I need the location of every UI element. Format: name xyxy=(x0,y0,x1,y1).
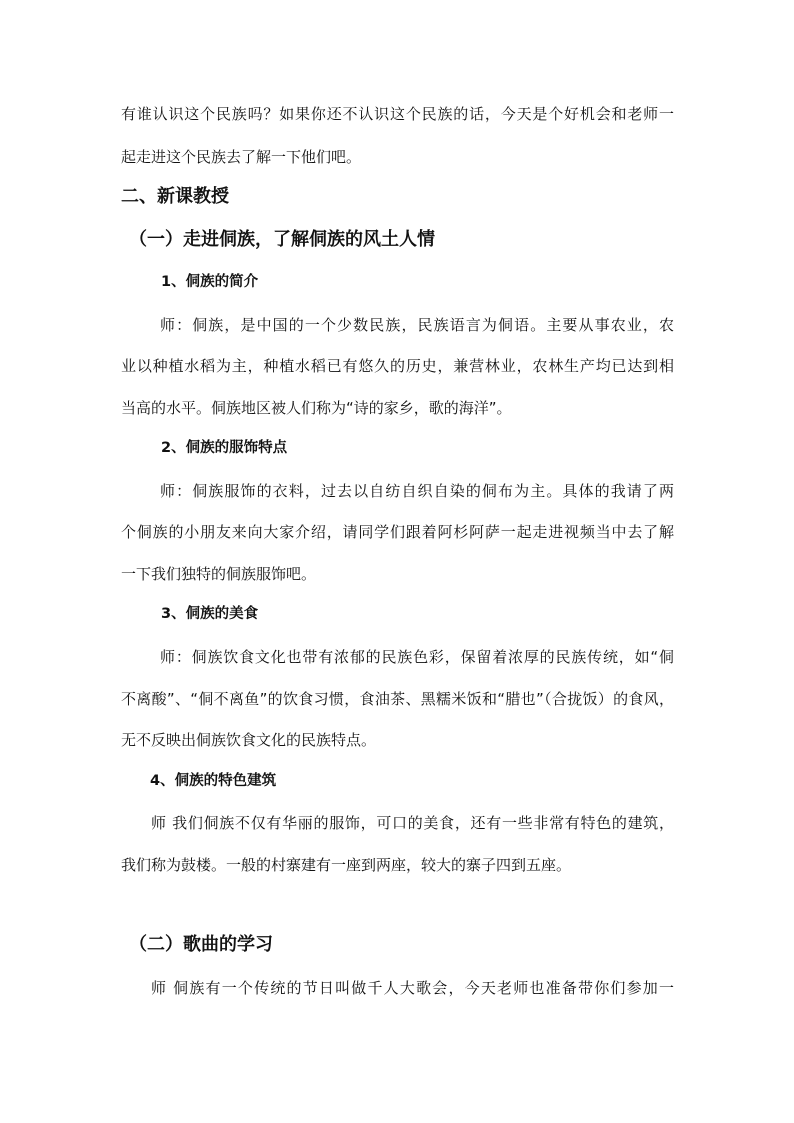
topic-heading: 3、侗族的美食 xyxy=(161,606,259,622)
paragraph-line: 师 我们侗族不仅有华丽的服饰，可口的美食，还有一些非常有特色的建筑， xyxy=(151,814,674,832)
paragraph-line: 师 侗族有一个传统的节日叫做千人大歌会，今天老师也准备带你们参加一 xyxy=(151,979,674,997)
paragraph-line: 我们称为鼓楼。一般的村寨建有一座到两座，较大的寨子四到五座。 xyxy=(121,856,572,874)
paragraph-line: 业以种植水稻为主，种植水稻已有悠久的历史，兼营林业，农林生产均已达到相 xyxy=(121,357,674,375)
paragraph-line: 起走进这个民族去了解一下他们吧。 xyxy=(121,148,362,166)
subsection-heading: （一）走进侗族，了解侗族的风土人情 xyxy=(129,229,435,250)
paragraph-line: 师：侗族，是中国的一个少数民族，民族语言为侗语。主要从事农业，农 xyxy=(160,316,674,334)
topic-heading: 1、侗族的简介 xyxy=(161,274,259,290)
paragraph-line: 一下我们独特的侗族服饰吧。 xyxy=(121,565,317,583)
section-heading: 二、新课教授 xyxy=(121,186,229,207)
paragraph-line: 当高的水平。侗族地区被人们称为“诗的家乡，歌的海洋”。 xyxy=(121,399,512,417)
paragraph-line: 师：侗族服饰的衣料，过去以自纺自织自染的侗布为主。具体的我请了两 xyxy=(160,482,674,500)
paragraph-line: 无不反映出侗族饮食文化的民族特点。 xyxy=(121,731,377,749)
paragraph-line: 师：侗族饮食文化也带有浓郁的民族色彩，保留着浓厚的民族传统，如“侗 xyxy=(160,648,674,666)
paragraph-line: 不离酸”、“侗不离鱼”的饮食习惯，食油茶、黑糯米饭和“腊也”（合拢饭）的食风， xyxy=(121,690,674,708)
subsection-heading: （二）歌曲的学习 xyxy=(129,934,273,955)
topic-heading: 2、侗族的服饰特点 xyxy=(161,440,288,456)
paragraph-line: 有谁认识这个民族吗？如果你还不认识这个民族的话，今天是个好机会和老师一 xyxy=(121,105,674,123)
topic-heading: 4、侗族的特色建筑 xyxy=(150,773,277,789)
paragraph-line: 个侗族的小朋友来向大家介绍，请同学们跟着阿杉阿萨一起走进视频当中去了解 xyxy=(121,523,674,541)
